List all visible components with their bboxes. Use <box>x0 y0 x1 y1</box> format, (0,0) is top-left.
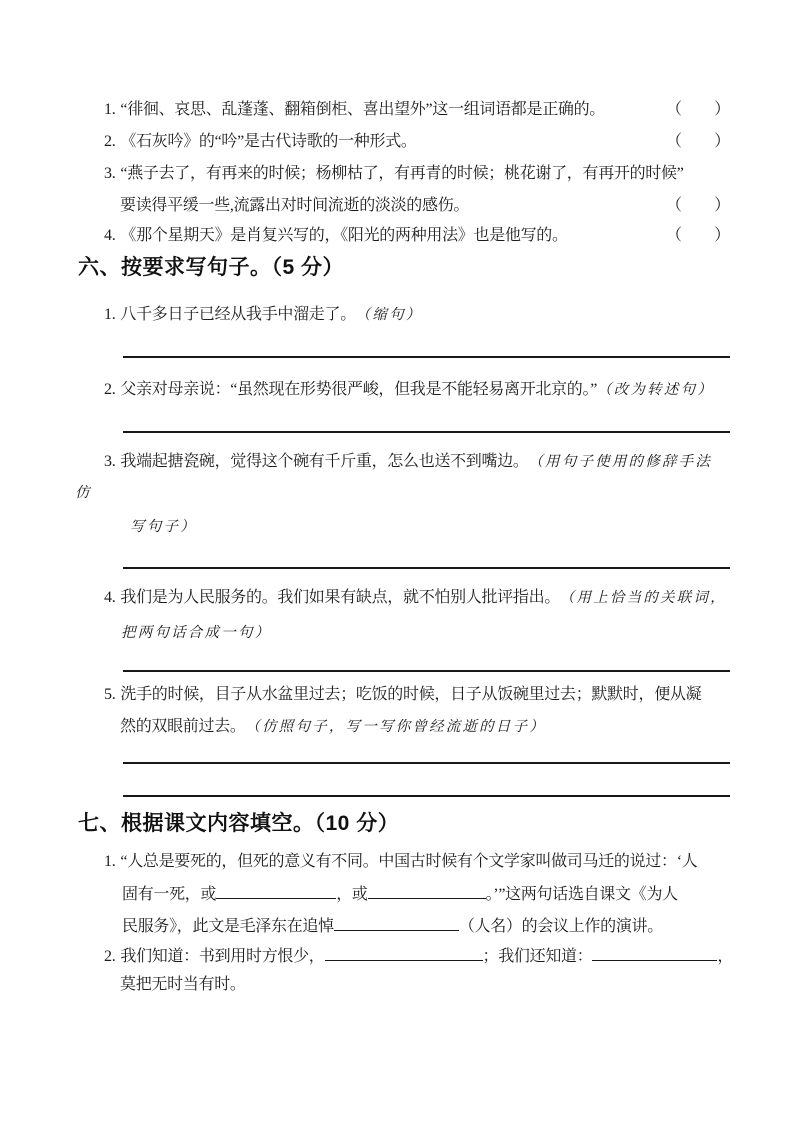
blank-underline-5 <box>592 946 717 961</box>
paren-close: ） <box>714 227 730 244</box>
tf-item-2-text: 《石灰吟》的“吟”是古代诗歌的一种形式。 <box>120 133 417 150</box>
s7-q1-text-1: “人总是要死的，但死的意义有不同。中国古时候有个文学家叫做司马迁的说过：‘人 <box>120 853 698 870</box>
s6-item-4-note: （用上恰当的关联词， <box>567 590 727 606</box>
tf-item-4-answer-parens <box>666 223 730 249</box>
s7-q1-text-2b: ，或 <box>336 886 368 903</box>
tf-item-2-number: 2. <box>104 133 116 150</box>
s6-item-5-number: 5. <box>104 686 116 703</box>
paren-close: ） <box>714 101 730 118</box>
section-seven-title: 七、根据课文内容填空。（10 分） <box>78 812 400 835</box>
s6-item-3-note: （用句子使用的修辞手法 <box>535 454 713 470</box>
s7-q1-text-3b: （人名）的会议上作的演讲。 <box>458 918 663 935</box>
s7-q2-text-1b: ；我们还知道： <box>482 948 593 965</box>
s6-item-5-line-2 <box>120 714 546 740</box>
paren-close: ） <box>714 197 730 214</box>
tf-item-4-number: 4. <box>104 227 116 244</box>
s6-item-1-note: （缩句） <box>362 307 423 323</box>
tf-item-1-number: 1. <box>104 101 116 118</box>
answer-line-1 <box>123 356 730 358</box>
blank-underline-2 <box>368 884 486 899</box>
s7-q1-text-2a: 固有一死，或 <box>122 886 217 903</box>
tf-item-2 <box>104 129 730 155</box>
s6-item-5-text-2: 然的双眼前过去。 <box>120 718 246 735</box>
s7-q1-line-1 <box>104 849 697 875</box>
blank-underline-1 <box>216 884 336 899</box>
answer-line-5 <box>123 762 730 764</box>
s6-item-1-number: 1. <box>104 306 116 323</box>
tf-item-4 <box>104 223 730 249</box>
s6-item-3-note-wrap-margin: 仿 <box>75 485 92 501</box>
answer-line-2 <box>123 431 730 433</box>
blank-underline-4 <box>325 946 483 961</box>
s6-item-2-note: （改为转述句） <box>597 382 714 398</box>
s6-item-2-text: 父亲对母亲说：“虽然现在形势很严峻，但我是不能轻易离开北京的。” <box>120 381 598 398</box>
s6-item-4-note-2: 把两句话合成一句） <box>121 625 272 641</box>
paren-open: （ <box>666 101 682 118</box>
answer-line-4 <box>123 670 730 672</box>
s6-item-3-note-wrap: 写句子） <box>130 519 197 535</box>
tf-item-3-line-1 <box>104 161 684 187</box>
s6-item-3-text: 我端起搪瓷碗，觉得这个碗有千斤重，怎么也送不到嘴边。 <box>120 453 529 470</box>
answer-line-6 <box>123 795 730 797</box>
tf-item-3-number: 3. <box>104 165 116 182</box>
s7-q1-number: 1. <box>104 853 116 870</box>
s7-q2-text-1c: ， <box>717 948 734 965</box>
s6-item-3 <box>104 449 712 475</box>
tf-item-1-text: “徘徊、哀思、乱蓬蓬、翻箱倒柜、喜出望外”这一组词语都是正确的。 <box>120 101 606 118</box>
s6-item-2 <box>104 377 714 403</box>
section-six-title: 六、按要求写句子。（5 分） <box>78 256 345 279</box>
tf-item-3-line-2 <box>120 193 730 219</box>
tf-item-1-answer-parens <box>666 97 730 123</box>
s7-q1-text-3a: 民服务》，此文是毛泽东在追悼 <box>122 918 334 935</box>
paren-open: （ <box>666 197 682 214</box>
paren-open: （ <box>666 133 682 150</box>
tf-item-3-text-2: 要读得平缓一些,流露出对时间流逝的淡淡的感伤。 <box>120 197 470 214</box>
s6-item-2-number: 2. <box>104 381 116 398</box>
s6-item-3-number: 3. <box>104 453 116 470</box>
s6-item-4-number: 4. <box>104 589 116 606</box>
s7-q2-number: 2. <box>104 948 116 965</box>
tf-item-1 <box>104 97 730 123</box>
s6-item-5-text: 洗手的时候，目子从水盆里过去；吃饭的时候，日子从饭碗里过去；默默时，便从凝 <box>120 686 702 703</box>
tf-item-3-answer-parens <box>666 193 730 219</box>
paren-open: （ <box>666 227 682 244</box>
s7-q2-text-1a: 我们知道：书到用时方恨少， <box>120 948 325 965</box>
blank-underline-3 <box>334 916 459 931</box>
s7-q2-line-2: 莫把无时当有时。 <box>120 976 246 993</box>
tf-item-2-answer-parens <box>666 129 730 155</box>
s6-item-5-note: （仿照句子，写一写你曾经流逝的日子） <box>252 719 546 735</box>
tf-item-3-text: “燕子去了，有再来的时候；杨柳枯了，有再青的时候；桃花谢了，有再开的时候” <box>120 165 684 182</box>
s6-item-1-text: 八千多日子已经从我手中溜走了。 <box>120 306 356 323</box>
s6-item-4-text: 我们是为人民服务的。我们如果有缺点，就不怕别人批评指出。 <box>120 589 561 606</box>
paren-close: ） <box>714 133 730 150</box>
answer-line-3 <box>123 567 730 569</box>
s6-item-5-line-1 <box>104 682 701 708</box>
s6-item-1 <box>104 302 422 328</box>
s7-q2-line-1 <box>104 944 733 970</box>
s7-q1-line-3 <box>122 914 663 940</box>
s7-q1-line-2 <box>122 882 678 908</box>
s7-q1-text-2c: 。’”这两句话选自课文《为人 <box>485 886 678 903</box>
s6-item-4 <box>104 585 727 611</box>
tf-item-4-text: 《那个星期天》是肖复兴写的，《阳光的两种用法》也是他写的。 <box>120 227 568 244</box>
